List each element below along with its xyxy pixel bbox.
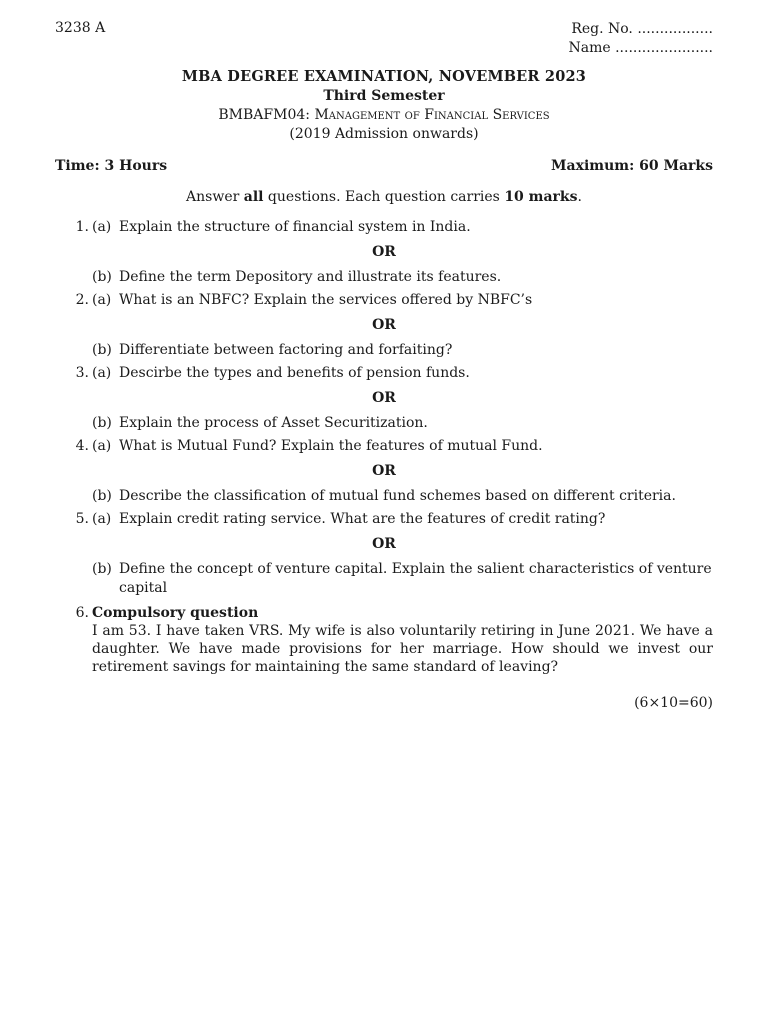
part-label: (b) bbox=[92, 342, 112, 358]
compulsory-heading: Compulsory question bbox=[92, 605, 259, 621]
candidate-fields bbox=[568, 20, 713, 58]
or-separator: OR bbox=[372, 536, 396, 552]
part-label: (b) bbox=[92, 561, 112, 577]
or-separator: OR bbox=[372, 390, 396, 406]
question-text: Describe the classification of mutual fund schemes based on different criteria. bbox=[119, 488, 676, 504]
question-text: Differentiate between factoring and forfaiting? bbox=[119, 342, 453, 358]
paper-title bbox=[55, 107, 713, 123]
question-number: 5. bbox=[75, 511, 89, 527]
exam-title: MBA DEGREE EXAMINATION, NOVEMBER 2023 bbox=[181, 68, 587, 85]
instructions bbox=[55, 189, 713, 205]
instruction-text: . bbox=[577, 189, 582, 205]
paper-code: BMBAFM04: bbox=[218, 107, 310, 123]
question-1-b bbox=[55, 268, 713, 287]
maximum-marks: Maximum: 60 Marks bbox=[551, 158, 713, 174]
question-1-a bbox=[55, 218, 713, 237]
question-5-b bbox=[55, 560, 713, 598]
question-2-a bbox=[55, 291, 713, 310]
or-separator: OR bbox=[372, 244, 396, 260]
semester: Third Semester bbox=[323, 88, 445, 104]
question-3-b bbox=[55, 414, 713, 433]
case-text: I am 53. I have taken VRS. My wife is also voluntarily retiring in June 2021. We have a daughter. We have made provisions for her marriage. How should we invest our retirement savings for maintaining the same standard of leaving? bbox=[92, 623, 713, 675]
question-number: 4. bbox=[75, 438, 89, 454]
question-number: 3. bbox=[75, 365, 89, 381]
admission-note: (2019 Admission onwards) bbox=[289, 126, 479, 142]
question-2-b bbox=[55, 341, 713, 360]
part-label: (a) bbox=[92, 219, 112, 235]
paper-number: 3238 A bbox=[55, 20, 106, 36]
question-text: What is an NBFC? Explain the services offered by NBFC’s bbox=[119, 292, 533, 308]
question-5-a bbox=[55, 510, 713, 529]
question-text: Explain the process of Asset Securitization. bbox=[119, 415, 428, 431]
paper-name: Management of Financial Services bbox=[314, 107, 550, 123]
part-label: (a) bbox=[92, 511, 112, 527]
question-number: 6. bbox=[75, 605, 89, 621]
time-marks-row bbox=[55, 158, 713, 178]
question-text: Define the term Depository and illustrate its features. bbox=[119, 269, 502, 285]
part-label: (a) bbox=[92, 292, 112, 308]
instruction-emphasis-marks: 10 marks bbox=[504, 189, 578, 205]
question-text: Descirbe the types and benefits of pension funds. bbox=[119, 365, 470, 381]
header-row bbox=[55, 20, 713, 58]
question-text: Define the concept of venture capital. Explain the salient characteristics of venture capital bbox=[119, 561, 712, 596]
part-label: (b) bbox=[92, 269, 112, 285]
instruction-emphasis-all: all bbox=[243, 189, 264, 205]
question-3-a bbox=[55, 364, 713, 383]
part-label: (b) bbox=[92, 488, 112, 504]
instruction-text: Answer bbox=[186, 189, 244, 205]
question-text: Explain the structure of financial system in India. bbox=[119, 219, 471, 235]
question-list bbox=[55, 218, 713, 598]
total-marks: (6×10=60) bbox=[634, 695, 713, 711]
question-6 bbox=[55, 604, 713, 676]
question-number: 2. bbox=[75, 292, 89, 308]
or-separator: OR bbox=[372, 463, 396, 479]
instruction-text: questions. Each question carries bbox=[263, 189, 505, 205]
question-4-b bbox=[55, 487, 713, 506]
name-field: Name ...................... bbox=[568, 40, 713, 56]
part-label: (b) bbox=[92, 415, 112, 431]
question-4-a bbox=[55, 437, 713, 456]
question-number: 1. bbox=[75, 219, 89, 235]
exam-page bbox=[55, 20, 713, 711]
reg-no-field: Reg. No. ................. bbox=[571, 21, 713, 37]
part-label: (a) bbox=[92, 438, 112, 454]
or-separator: OR bbox=[372, 317, 396, 333]
question-text: What is Mutual Fund? Explain the features of mutual Fund. bbox=[119, 438, 543, 454]
part-label: (a) bbox=[92, 365, 112, 381]
question-text: Explain credit rating service. What are the features of credit rating? bbox=[119, 511, 606, 527]
time-limit: Time: 3 Hours bbox=[55, 158, 168, 174]
